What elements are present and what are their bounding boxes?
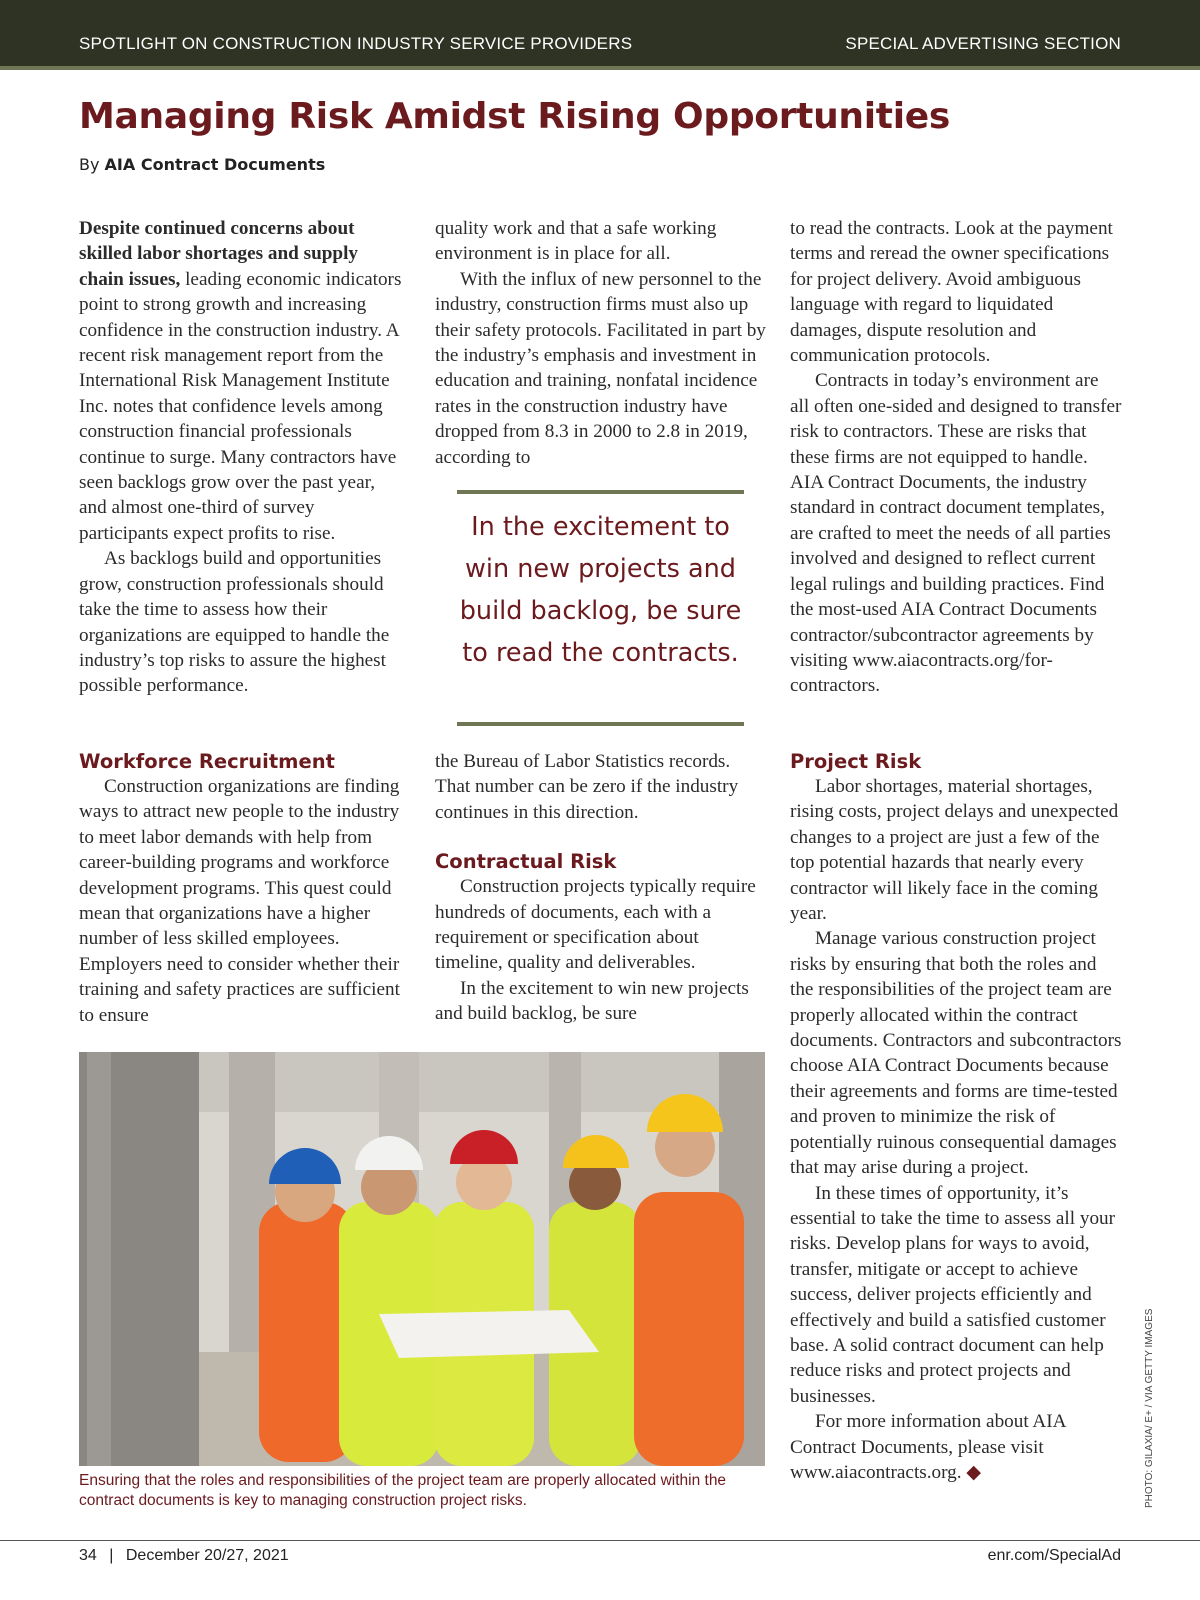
issue-date: December 20/27, 2021 xyxy=(125,1547,289,1564)
article-title: Managing Risk Amidst Rising Opportunities xyxy=(79,96,950,137)
article-photo xyxy=(79,1052,765,1466)
paragraph: Construction projects typically require hundreds of documents, each with a requirement or specification about timeline, quality and deliverables. xyxy=(435,876,756,974)
paragraph: With the influx of new personnel to the industry, construction firms must also up their safety protocols. Facilitated in part by the industry’s emphasis and investment in education and training, nonfatal incidence rates in the construction industry have dropped from 8.3 in 2000 to 2.8 in 2019, according to xyxy=(435,268,766,468)
paragraph: Manage various construction project risks by ensuring that both the roles and the responsibilities of the project team are properly allocated within the contract documents. Contractors and subcontractors choose AIA Contract Documents because their agreements and forms are time-tested and proven to minimize the risk of potentially ruinous consequential damages that may arise during a project. xyxy=(790,928,1122,1179)
footer-url: enr.com/SpecialAd xyxy=(987,1547,1121,1564)
construction-team-illustration xyxy=(79,1052,765,1466)
photo-caption: Ensuring that the roles and responsibilities of the project team are properly allocated within the contract documents is key to managing construction project risks. xyxy=(79,1472,727,1509)
paragraph: to read the contracts. Look at the payment terms and reread the owner specifications for project delivery. Avoid ambiguous language with regard to liquidated damages, dispute resolution and communication protocols. xyxy=(790,218,1113,367)
column-2-bottom xyxy=(435,749,767,1027)
lead-paragraph xyxy=(79,216,407,546)
pull-quote: In the excitement to win new projects and build backlog, be sure to read the contracts. xyxy=(457,490,744,726)
closing-paragraph xyxy=(790,1409,1122,1485)
paragraph: the Bureau of Labor Statistics records. That number can be zero if the industry continues in this direction. xyxy=(435,751,739,823)
end-mark-icon: ◆ xyxy=(966,1461,982,1483)
paragraph: In these times of opportunity, it’s essential to take the time to assess all your risks. Develop plans for ways to avoid, transfer, mitigate or accept to achieve success, deliver projects efficiently and effectively and build a satisfied customer base. A solid contract document can help reduce risks and protect projects and businesses. xyxy=(790,1182,1116,1407)
folio xyxy=(79,1547,289,1565)
section-heading-workforce: Workforce Recruitment xyxy=(79,750,335,773)
section-heading-contractual: Contractual Risk xyxy=(435,850,617,874)
blueprint-paper xyxy=(379,1310,599,1358)
byline xyxy=(79,155,325,174)
byline-prefix: By xyxy=(79,155,100,174)
byline-author: AIA Contract Documents xyxy=(104,155,326,174)
section-title: SPOTLIGHT ON CONSTRUCTION INDUSTRY SERVICE PROVIDERS xyxy=(79,34,633,53)
paragraph: quality work and that a safe working environment is in place for all. xyxy=(435,218,717,265)
paragraph: In the excitement to win new projects and build backlog, be sure xyxy=(435,977,749,1025)
paragraph: Construction organizations are finding ways to attract new people to the industry to meet labor demands with help from career-building programs and workforce development programs. This quest could mean that organizations have a higher number of less skilled employees. Employers need to consider whether their training and safety practices are sufficient to ensure xyxy=(79,776,400,1026)
column-1-top xyxy=(79,216,407,699)
column-3-top xyxy=(790,216,1122,699)
column-3-bottom xyxy=(790,749,1122,1485)
page-number: 34 xyxy=(79,1547,97,1564)
section-label: SPECIAL ADVERTISING SECTION xyxy=(845,34,1121,53)
photo-credit: PHOTO: GILAXIA/ E+ / VIA GETTY IMAGES xyxy=(1144,1308,1155,1508)
lead-in-bold: Despite continued concerns about skilled labor shortages and supply chain issues, xyxy=(79,218,359,290)
folio-separator: | xyxy=(109,1547,114,1564)
section-heading-project: Project Risk xyxy=(790,750,922,773)
column-2-top xyxy=(435,216,767,470)
paragraph: Labor shortages, material shortages, rising costs, project delays and unexpected changes to a project are just a few of the top potential hazards that nearly every contractor will likely face in the coming year. xyxy=(790,776,1119,925)
closing-text: For more information about AIA Contract Documents, please visit www.aiacontracts.org. xyxy=(790,1411,1066,1483)
section-header-bar xyxy=(0,0,1200,70)
paragraph: Contracts in today’s environment are all often one-sided and designed to transfer risk to contractors. These are risks that these firms are not equipped to handle. AIA Contract Documents, the industry standard in contract document templates, are crafted to meet the needs of all parties involved and designed to reflect current legal rulings and building practices. Find the most-used AIA Contract Documents contractor/subcontractor agreements by visiting www.aiacontracts.org/for-contractors. xyxy=(790,370,1122,697)
paragraph: As backlogs build and opportunities grow, construction professionals should take the time to assess how their organizations are equipped to handle the industry’s top risks to assure the highest possible performance. xyxy=(79,548,390,697)
footer-rule xyxy=(0,1540,1200,1541)
lead-in-text: leading economic indicators point to strong growth and increasing confidence in the construction industry. A recent risk management report from the International Risk Management Institute Inc. notes that confidence levels among construction financial professionals continue to surge. Many contractors have seen backlogs grow over the past year, and almost one-third of survey participants expect profits to rise. xyxy=(79,268,402,544)
column-1-bottom xyxy=(79,749,407,1028)
